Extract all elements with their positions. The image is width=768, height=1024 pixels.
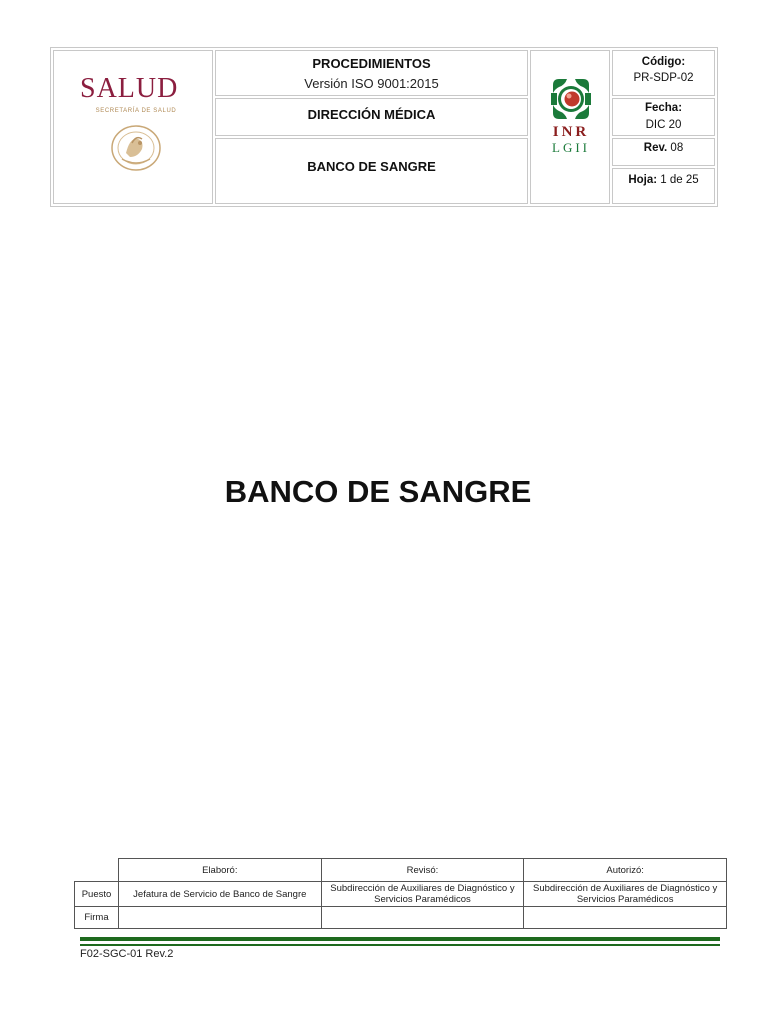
code-value: PR-SDP-02 xyxy=(633,72,694,84)
area-name: BANCO DE SANGRE xyxy=(307,159,436,174)
firma-elaboro xyxy=(118,907,321,929)
date-value: DIC 20 xyxy=(645,119,682,131)
inr-acronym: INR xyxy=(552,124,590,140)
document-title: BANCO DE SANGRE xyxy=(224,474,532,509)
footer-rule-thick xyxy=(80,937,720,941)
date-label: Fecha: xyxy=(644,102,683,114)
code-label: Código: xyxy=(641,56,686,68)
revision-value: 08 xyxy=(670,142,684,154)
col-autorizo: Autorizó: xyxy=(524,859,727,882)
signature-table xyxy=(74,858,727,929)
sheet-label: Hoja: xyxy=(628,174,658,186)
firma-autorizo xyxy=(524,907,727,929)
puesto-label: Puesto xyxy=(75,882,119,907)
salud-subtitle: SECRETARÍA DE SALUD xyxy=(95,108,177,114)
revision-label: Rev. xyxy=(643,142,668,154)
col-reviso: Revisó: xyxy=(321,859,524,882)
firma-row xyxy=(75,907,727,929)
direction-name: DIRECCIÓN MÉDICA xyxy=(307,107,436,122)
code-cell xyxy=(612,50,715,96)
direction-cell xyxy=(215,98,528,136)
puesto-autorizo: Subdirección de Auxiliares de Diagnóstico y Servicios Paramédicos xyxy=(524,882,727,907)
national-seal-icon xyxy=(108,123,164,173)
sheet-value: 1 de 25 xyxy=(660,174,699,186)
salud-logo-cell xyxy=(53,50,213,204)
procedures-title: PROCEDIMIENTOS xyxy=(312,56,431,71)
table-corner xyxy=(75,859,119,882)
puesto-row xyxy=(75,882,727,907)
procedures-cell xyxy=(215,50,528,96)
date-cell xyxy=(612,98,715,136)
inr-emblem-icon xyxy=(547,75,595,123)
revision-cell xyxy=(612,138,715,166)
area-cell xyxy=(215,138,528,204)
puesto-reviso: Subdirección de Auxiliares de Diagnóstico y Servicios Paramédicos xyxy=(321,882,524,907)
iso-version: Versión ISO 9001:2015 xyxy=(304,76,439,91)
firma-reviso xyxy=(321,907,524,929)
salud-wordmark: SALUD xyxy=(80,73,179,104)
footer-rule-thin xyxy=(80,944,720,946)
signature-header-row xyxy=(75,859,727,882)
inr-subtitle: LGII xyxy=(552,140,590,155)
form-code: F02-SGC-01 Rev.2 xyxy=(80,948,174,960)
puesto-elaboro: Jefatura de Servicio de Banco de Sangre xyxy=(118,882,321,907)
inr-logo-cell xyxy=(530,50,610,204)
col-elaboro: Elaboró: xyxy=(118,859,321,882)
firma-label: Firma xyxy=(75,907,119,929)
sheet-cell xyxy=(612,168,715,204)
